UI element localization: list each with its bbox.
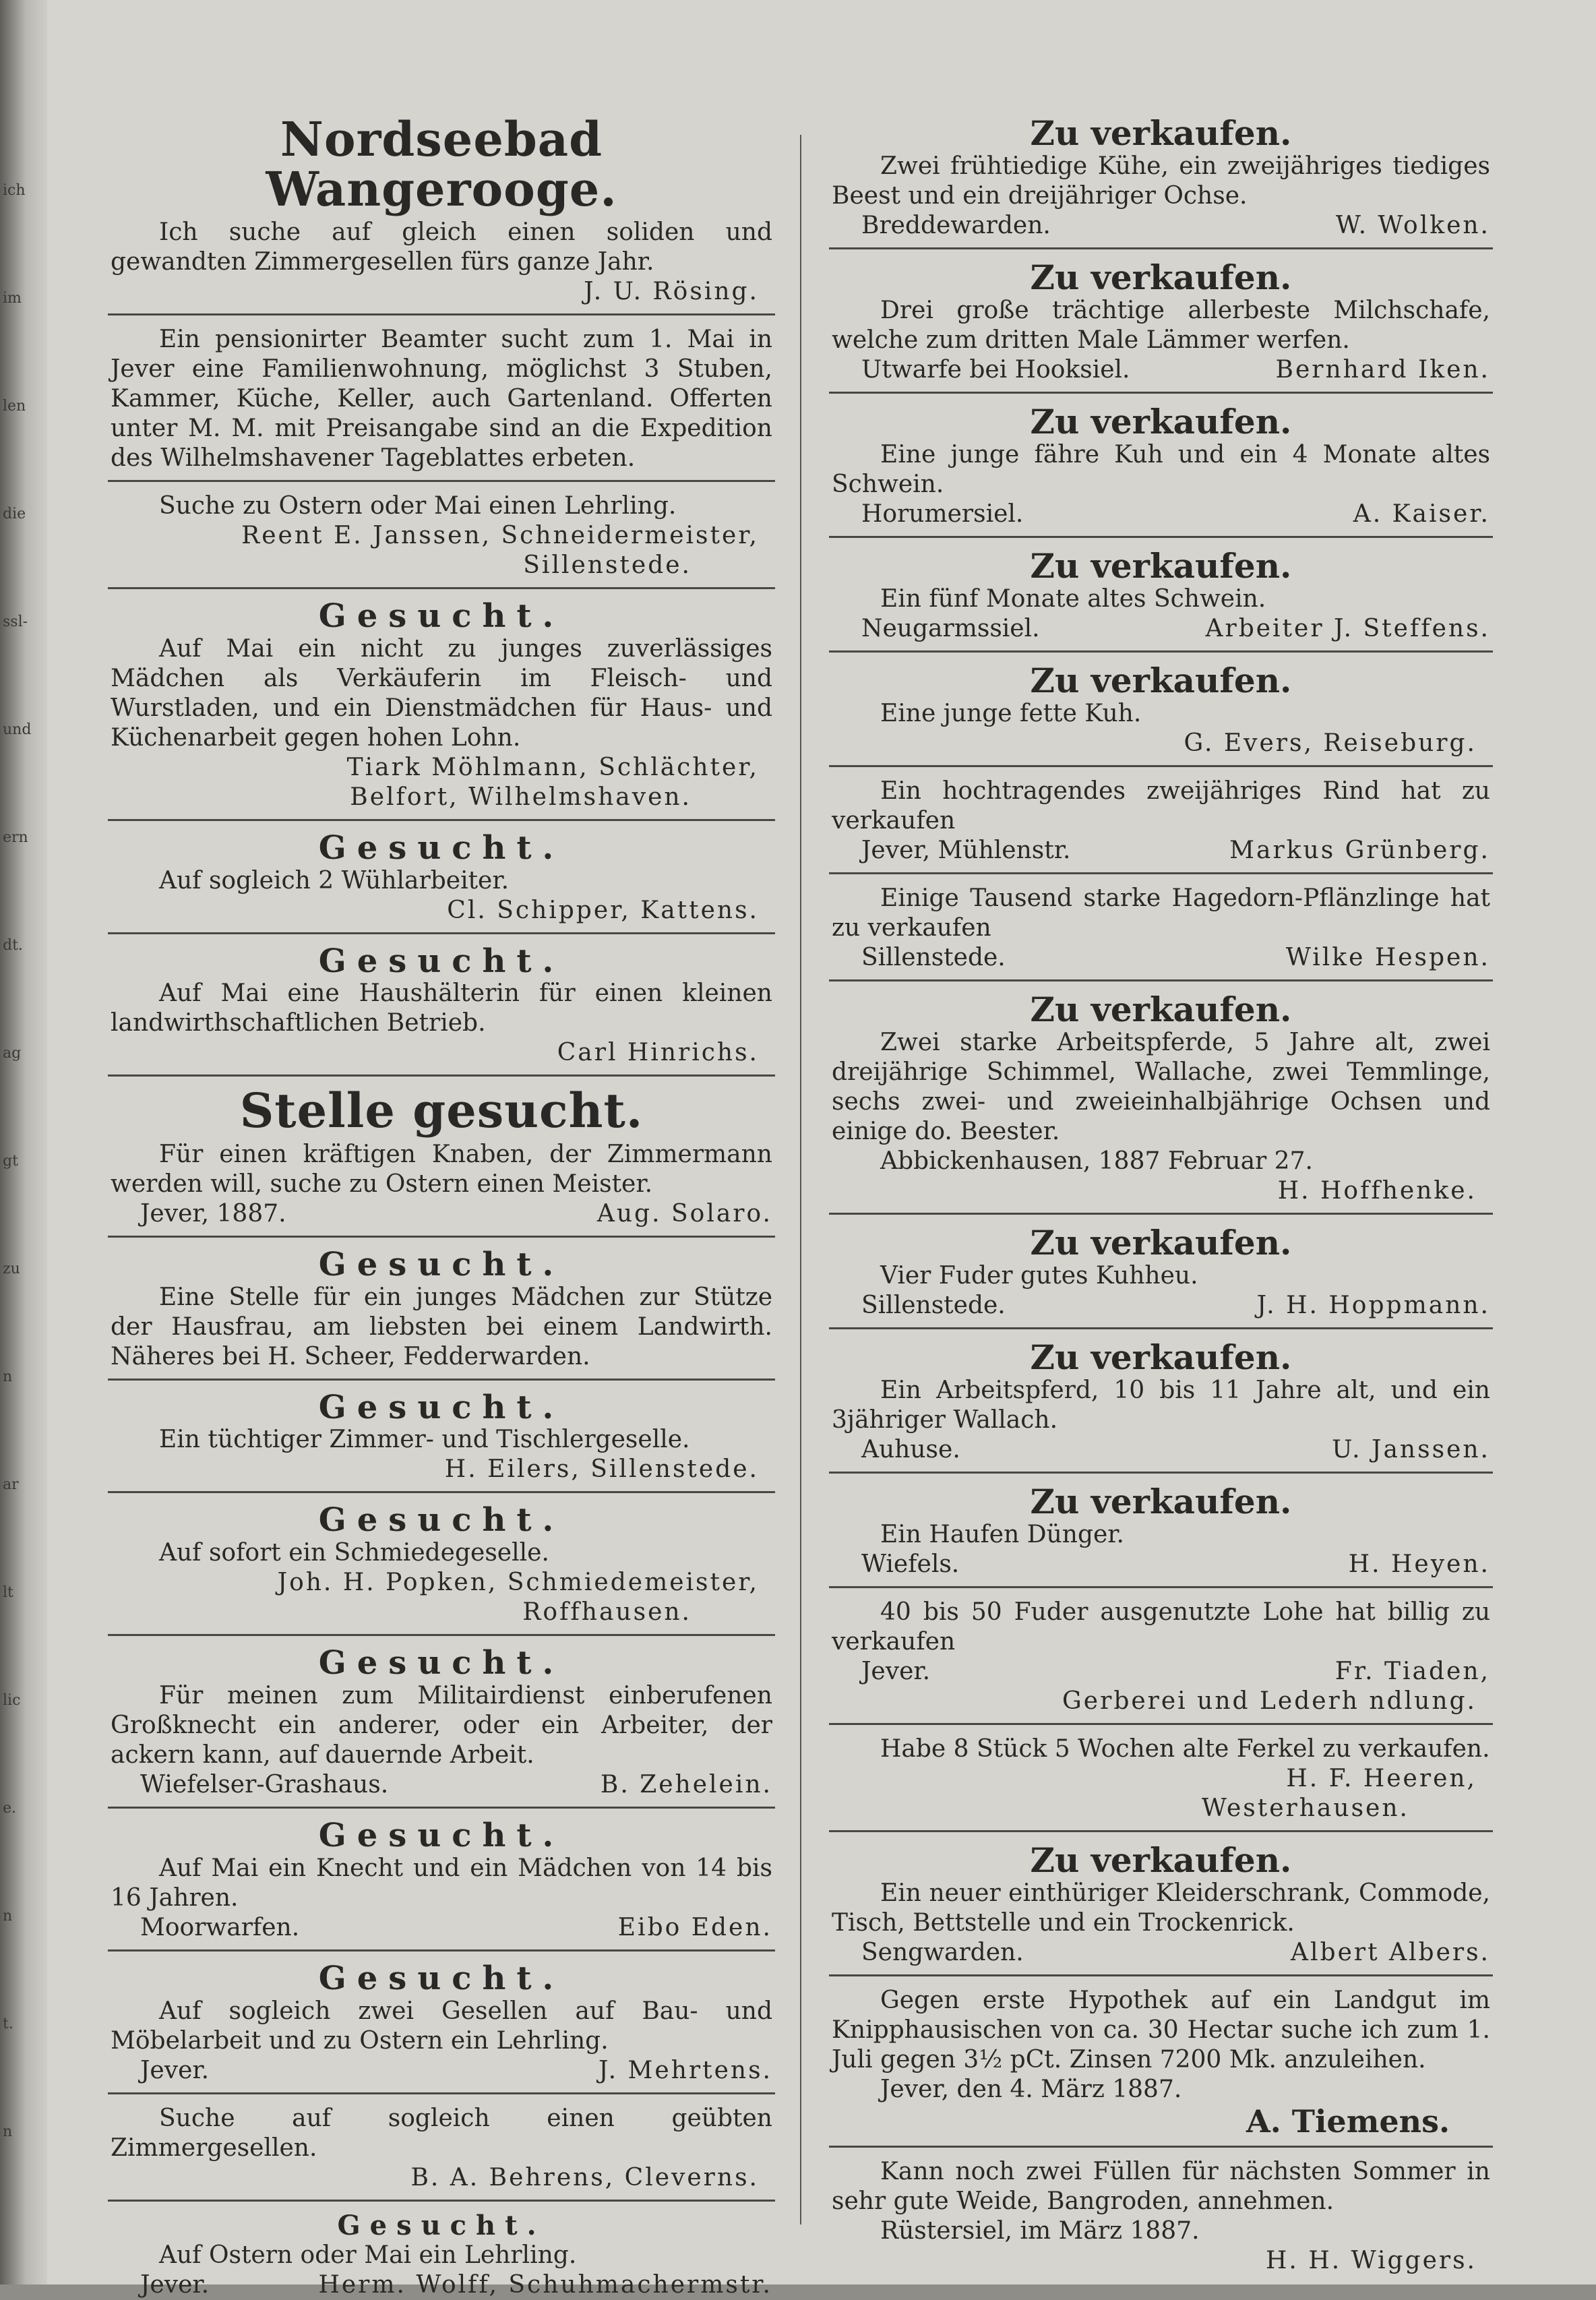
adjacent-page-fragment: die <box>3 506 26 522</box>
adjacent-page-fragment: lt <box>3 1584 13 1601</box>
ad-body: Eine Stelle für ein junges Mädchen zur Stütze der Hausfrau, am liebsten bei einem Landwirth. Näheres bei H. Scheer, Fedderwarden. <box>111 1283 772 1370</box>
separator-rule <box>829 1830 1493 1832</box>
ad-body: Zwei starke Arbeitspferde, 5 Jahre alt, zwei dreijährige Schimmel, Wallache, zwei Temmlinge, sechs zwei- und zweieinhalbjährige Ochsen und einige do. Beester. <box>832 1029 1490 1145</box>
ad-signature-row <box>111 2056 772 2086</box>
separator-rule <box>829 247 1493 249</box>
ad-signer: Arbeiter J. Steffens. <box>1205 615 1490 642</box>
advertisement <box>108 1503 775 1627</box>
ad-place: Jever. <box>140 2270 210 2299</box>
advertisement <box>829 1598 1493 1716</box>
ad-body: Vier Fuder gutes Kuhheu. <box>880 1262 1198 1290</box>
ad-signature-row <box>832 1435 1490 1465</box>
advertisement <box>829 777 1493 866</box>
ad-signer: Aug. Solaro. <box>596 1199 772 1228</box>
ad-signer: Markus Grünberg. <box>1229 837 1490 864</box>
separator-rule <box>829 392 1493 394</box>
ad-body: Für einen kräftigen Knaben, der Zimmermann werden will, suche zu Ostern einen Meister. <box>111 1140 772 1198</box>
adjacent-page-fragment: n <box>3 2123 13 2140</box>
ad-body: Ein hochtragendes zweijähriges Rind hat zu verkaufen <box>832 777 1490 835</box>
ad-signature-row <box>832 1657 1490 1687</box>
ad-title: Gesucht. <box>318 1959 565 1997</box>
advertisement <box>108 1818 775 1943</box>
book-spine <box>0 0 47 2284</box>
ad-body: Ich suche auf gleich einen soliden und gewandten Zimmergesellen fürs ganze Jahr. <box>111 218 772 276</box>
advertisement <box>829 1842 1493 1968</box>
advertisement <box>829 1734 1493 1823</box>
ad-body: Auf Mai eine Haushälterin für einen kleinen landwirthschaftlichen Betrieb. <box>111 979 772 1037</box>
adjacent-page-fragment: im <box>3 290 22 307</box>
ad-signature-row <box>111 2270 772 2300</box>
ad-body: Zwei frühtiedige Kühe, ein zweijähriges tiediges Beest und ein dreijähriger Ochse. <box>832 152 1490 210</box>
ad-body: 40 bis 50 Fuder ausgenutzte Lohe hat billig zu verkaufen <box>832 1598 1490 1656</box>
right-column <box>829 115 1493 2276</box>
ad-signature-row <box>111 1770 772 1800</box>
adjacent-page-fragment: ich <box>3 182 26 199</box>
ad-signature-row <box>832 836 1490 866</box>
separator-rule <box>108 1075 775 1077</box>
adjacent-page-fragment: gt <box>3 1153 18 1170</box>
ad-signature-row <box>832 1550 1490 1579</box>
separator-rule <box>108 587 775 589</box>
ad-title: Gesucht. <box>318 597 565 635</box>
ad-title: Zu verkaufen. <box>1030 990 1292 1029</box>
ad-signature-row <box>832 943 1490 973</box>
separator-rule <box>108 2200 775 2202</box>
ad-title: Zu verkaufen. <box>1030 1482 1292 1521</box>
ad-title: Zu verkaufen. <box>1030 258 1292 297</box>
ad-signer: H. Heyen. <box>1348 1550 1490 1578</box>
ad-signature-row <box>111 1199 772 1229</box>
separator-rule <box>108 1634 775 1636</box>
ad-dateline: Abbickenhausen, 1887 Februar 27. <box>880 1147 1313 1175</box>
ad-place: Wiefels. <box>861 1550 960 1578</box>
ad-signature: J. U. Rösing. <box>584 278 759 305</box>
ad-signer: Bernhard Iken. <box>1275 356 1490 384</box>
ad-signature: Cl. Schipper, Kattens. <box>447 896 759 924</box>
ad-title: Zu verkaufen. <box>1030 661 1292 700</box>
ad-signature-row <box>832 1291 1490 1321</box>
ad-place: Jever, Mühlenstr. <box>861 837 1071 864</box>
ad-body: Einige Tausend starke Hagedorn-Pflänzlinge hat zu verkaufen <box>832 884 1490 942</box>
ad-title: Gesucht. <box>318 1501 565 1540</box>
ad-signature-row <box>832 355 1490 385</box>
ad-place: Jever. <box>861 1658 931 1685</box>
separator-rule <box>829 1213 1493 1215</box>
ad-signer: J. Mehrtens. <box>598 2056 772 2084</box>
ad-body: Auf Ostern oder Mai ein Lehrling. <box>159 2241 577 2269</box>
ad-signer: Fr. Tiaden, <box>1334 1658 1490 1685</box>
adjacent-page-fragment: t. <box>3 2016 13 2032</box>
separator-rule <box>108 1491 775 1493</box>
separator-rule <box>108 1236 775 1238</box>
ad-signature-row <box>111 1913 772 1943</box>
ad-signer: J. H. Hoppmann. <box>1256 1292 1490 1319</box>
separator-rule <box>829 2146 1493 2148</box>
ad-title: Nordseebad Wangerooge. <box>266 115 617 217</box>
ad-title: Zu verkaufen. <box>1030 1337 1292 1377</box>
separator-rule <box>829 1723 1493 1725</box>
ad-signer: U. Janssen. <box>1332 1436 1490 1463</box>
ad-signer-bold: A. Tiemens. <box>1246 2103 1450 2140</box>
separator-rule <box>829 1586 1493 1588</box>
advertisement <box>108 2104 775 2193</box>
separator-rule <box>108 819 775 821</box>
ad-signer: Eibo Eden. <box>617 1913 772 1941</box>
ad-signer: W. Wolken. <box>1335 212 1490 239</box>
adjacent-page-fragment: dt. <box>3 937 23 954</box>
separator-rule <box>829 1327 1493 1329</box>
ad-place: Auhuse. <box>861 1436 960 1463</box>
advertisement <box>829 991 1493 1206</box>
ad-place: Jever, 1887. <box>140 1199 286 1228</box>
ad-title: Gesucht. <box>318 1245 565 1283</box>
left-column <box>108 115 775 2300</box>
ad-body: Ein fünf Monate altes Schwein. <box>880 585 1266 613</box>
ad-body: Suche auf sogleich einen geübten Zimmergesellen. <box>111 2104 772 2162</box>
advertisement <box>108 944 775 1068</box>
advertisement <box>108 599 775 812</box>
advertisement <box>108 115 775 307</box>
ad-signature: Gerberei und Lederh ndlung. <box>1062 1687 1477 1715</box>
ad-body: Eine junge fähre Kuh und ein 4 Monate altes Schwein. <box>832 441 1490 498</box>
advertisement <box>829 1483 1493 1579</box>
ad-signature: Carl Hinrichs. <box>557 1039 759 1067</box>
ad-place: Moorwarfen. <box>140 1913 300 1941</box>
ad-signature: Roffhausen. <box>522 1598 692 1627</box>
ad-signature: Belfort, Wilhelmshaven. <box>350 783 692 811</box>
ad-signer: Herm. Wolff, Schuhmachermstr. <box>318 2270 772 2299</box>
adjacent-page-fragment: n <box>3 1908 13 1925</box>
ad-body: Für meinen zum Militairdienst einberufenen Großknecht ein anderer, oder ein Arbeiter, der ackern kann, auf dauernde Arbeit. <box>111 1682 772 1769</box>
ad-signature: Sillenstede. <box>523 551 692 579</box>
advertisement <box>829 115 1493 241</box>
ad-body: Suche zu Ostern oder Mai einen Lehrling. <box>159 492 677 520</box>
adjacent-page-fragment: ssl- <box>3 613 28 630</box>
advertisement <box>108 1645 775 1800</box>
separator-rule <box>829 979 1493 981</box>
ad-title: Gesucht. <box>337 2209 546 2241</box>
ad-signer: Albert Albers. <box>1291 1939 1490 1966</box>
ad-signature-row <box>832 1938 1490 1968</box>
separator-rule <box>108 2092 775 2094</box>
separator-rule <box>108 480 775 482</box>
advertisement <box>108 325 775 473</box>
ad-signature: G. Evers, Reiseburg. <box>1184 729 1477 757</box>
ad-signature: H. Hoffhenke. <box>1277 1177 1477 1205</box>
ad-body: Auf sogleich 2 Wühlarbeiter. <box>159 866 510 895</box>
adjacent-page-fragment: zu <box>3 1261 20 1277</box>
separator-rule <box>829 872 1493 874</box>
ad-body: Ein Haufen Dünger. <box>880 1521 1125 1548</box>
advertisement <box>829 403 1493 529</box>
ad-dateline: Jever, den 4. März 1887. <box>880 2076 1182 2103</box>
ad-title: Zu verkaufen. <box>1030 402 1292 442</box>
adjacent-page-fragment: und <box>3 721 32 738</box>
ad-place: Sillenstede. <box>861 944 1006 971</box>
ad-title: Zu verkaufen. <box>1030 1840 1292 1880</box>
ad-title: Gesucht. <box>318 828 565 867</box>
separator-rule <box>108 313 775 315</box>
ad-place: Wiefelser-Grashaus. <box>140 1771 389 1799</box>
ad-place: Breddewarden. <box>861 212 1051 239</box>
ad-signature: H. H. Wiggers. <box>1266 2246 1477 2274</box>
ad-signature: B. A. Behrens, Cleverns. <box>410 2163 759 2191</box>
ad-body: Drei große trächtige allerbeste Milchschafe, welche zum dritten Male Lämmer werfen. <box>832 297 1490 354</box>
ad-body: Kann noch zwei Füllen für nächsten Sommer in sehr gute Weide, Bangroden, annehmen. <box>832 2157 1490 2215</box>
separator-rule <box>829 1974 1493 1976</box>
ad-place: Horumersiel. <box>861 500 1024 528</box>
ad-title: Gesucht. <box>318 1644 565 1683</box>
ad-body: Auf sogleich zwei Gesellen auf Bau- und Möbelarbeit und zu Ostern ein Lehrling. <box>111 1997 772 2055</box>
ad-body: Gegen erste Hypothek auf ein Landgut im Knipphausischen von ca. 30 Hectar suche ich zum 1. Juli gegen 3½ pCt. Zinsen 7200 Mk. anzuleihen. <box>832 1987 1490 2074</box>
ad-title: Gesucht. <box>318 1817 565 1855</box>
ad-body: Auf Mai ein nicht zu junges zuverlässiges Mädchen als Verkäuferin im Fleisch- und Wurstladen, und ein Dienstmädchen für Haus- und Küchenarbeit gegen hohen Lohn. <box>111 634 772 752</box>
ad-signature: Westerhausen. <box>1201 1794 1409 1822</box>
ad-place: Sillenstede. <box>861 1292 1006 1319</box>
ad-place: Sengwarden. <box>861 1939 1024 1966</box>
advertisement <box>108 830 775 926</box>
ad-body: Ein neuer einthüriger Kleiderschrank, Commode, Tisch, Bettstelle und ein Trockenrick. <box>832 1879 1490 1937</box>
separator-rule <box>829 1472 1493 1474</box>
ad-title: Zu verkaufen. <box>1030 1223 1292 1263</box>
advertisement <box>108 1247 775 1372</box>
advertisement <box>829 1224 1493 1321</box>
separator-rule <box>108 1949 775 1951</box>
ad-place: Utwarfe bei Hooksiel. <box>861 356 1130 384</box>
ad-signature-row <box>832 500 1490 529</box>
ad-signature: H. Eilers, Sillenstede. <box>444 1455 759 1484</box>
ad-signer: Wilke Hespen. <box>1285 944 1490 971</box>
advertisement <box>829 2157 1493 2276</box>
ad-title: Zu verkaufen. <box>1030 546 1292 586</box>
ad-body: Habe 8 Stück 5 Wochen alte Ferkel zu verkaufen. <box>880 1735 1490 1763</box>
ad-signer: A. Kaiser. <box>1353 500 1490 528</box>
advertisement <box>108 1961 775 2086</box>
ad-body: Auf Mai ein Knecht und ein Mädchen von 14 bis 16 Jahren. <box>111 1854 772 1912</box>
ad-dateline: Rüstersiel, im März 1887. <box>880 2216 1200 2245</box>
advertisement <box>108 2211 775 2300</box>
separator-rule <box>829 536 1493 538</box>
ad-title: Gesucht. <box>318 942 565 980</box>
advertisement <box>829 662 1493 758</box>
ad-body: Eine junge fette Kuh. <box>880 700 1142 727</box>
ad-place: Neugarmssiel. <box>861 615 1040 642</box>
ad-signature: Tiark Möhlmann, Schlächter, <box>346 753 759 781</box>
advertisement <box>108 491 775 580</box>
ad-title: Stelle gesucht. <box>239 1083 644 1139</box>
separator-rule <box>829 650 1493 653</box>
advertisement <box>829 259 1493 385</box>
ad-body: Ein Arbeitspferd, 10 bis 11 Jahre alt, und ein 3jähriger Wallach. <box>832 1376 1490 1434</box>
ad-body: Ein pensionirter Beamter sucht zum 1. Mai in Jever eine Familienwohnung, möglichst 3 Stuben, Kammer, Küche, Keller, auch Gartenland. Offerten unter M. M. mit Preisangabe sind an die Expedition des Wilhelmshavener Tageblattes erbeten. <box>111 326 772 472</box>
adjacent-page-fragment: e. <box>3 1800 17 1817</box>
adjacent-page-fragment: ern <box>3 829 28 846</box>
ad-title: Gesucht. <box>318 1388 565 1426</box>
separator-rule <box>108 932 775 934</box>
ad-signature: Reent E. Janssen, Schneidermeister, <box>241 522 759 549</box>
column-divider <box>800 135 801 2225</box>
adjacent-page-fragment: ag <box>3 1045 22 1062</box>
advertisement <box>829 547 1493 644</box>
newspaper-page <box>47 0 1596 2299</box>
adjacent-page-fragment: len <box>3 398 26 415</box>
adjacent-page-fragment: lic <box>3 1692 21 1709</box>
advertisement <box>108 1390 775 1485</box>
separator-rule <box>108 1807 775 1809</box>
ad-signature-row <box>832 614 1490 644</box>
advertisement <box>829 1986 1493 2139</box>
ad-body: Auf sofort ein Schmiedegeselle. <box>159 1539 549 1567</box>
advertisement <box>829 1339 1493 1465</box>
ad-signature: Joh. H. Popken, Schmiedemeister, <box>277 1569 759 1597</box>
adjacent-page-fragment: n <box>3 1368 13 1385</box>
ad-place: Jever. <box>140 2056 210 2084</box>
advertisement <box>108 1083 775 1229</box>
ad-title: Zu verkaufen. <box>1030 115 1292 153</box>
separator-rule <box>829 765 1493 767</box>
advertisement <box>829 884 1493 973</box>
ad-signer: B. Zehelein. <box>600 1771 772 1799</box>
ad-signature: H. F. Heeren, <box>1286 1765 1477 1792</box>
ad-signature-row <box>832 211 1490 241</box>
adjacent-page-fragment: ar <box>3 1476 19 1493</box>
ad-body: Ein tüchtiger Zimmer- und Tischlergeselle. <box>159 1426 690 1454</box>
separator-rule <box>108 1379 775 1381</box>
